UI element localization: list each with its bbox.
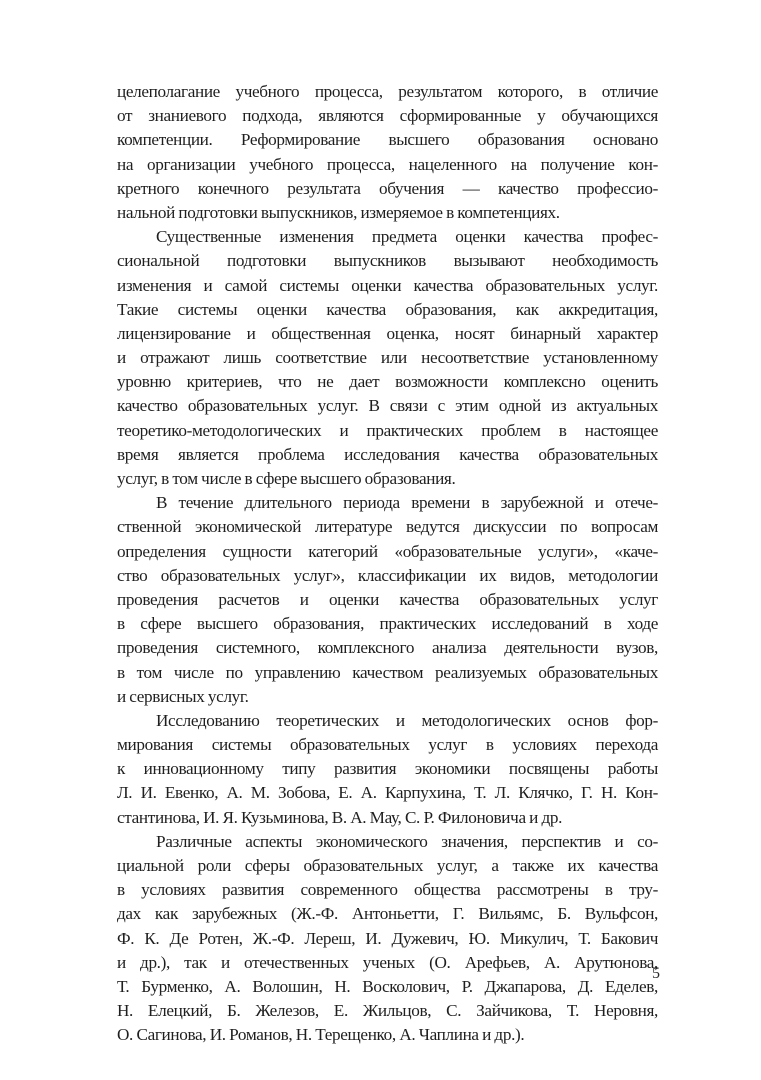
text-line: проведения расчетов и оценки качества образовательных услуг	[117, 589, 658, 609]
text-line: Ф. К. Де Ротен, Ж.-Ф. Лереш, И. Дужевич, Ю. Микулич, Т. Бакович	[117, 928, 658, 948]
text-line: ство образовательных услуг», классификации их видов, методологии	[117, 565, 658, 585]
text-line: дах как зарубежных (Ж.-Ф. Антоньетти, Г. Вильямс, Б. Вульфсон,	[117, 904, 658, 924]
text-line: стантинова, И. Я. Кузьминова, В. А. Мау, С. Р. Филоновича и др.	[117, 807, 563, 827]
text-line: качество образовательных услуг. В связи с этим одной из актуальных	[117, 396, 658, 416]
text-line: целеполагание учебного процесса, результатом которого, в отличие	[117, 82, 658, 101]
text-line: Существенные изменения предмета оценки качества профес-	[156, 227, 658, 247]
paragraph	[117, 491, 658, 709]
text-line: компетенции. Реформирование высшего образования основано	[117, 130, 658, 150]
text-line: В течение длительного периода времени в зарубежной и отече-	[156, 493, 658, 513]
text-line: теоретико-методологических и практических проблем в настоящее	[117, 420, 658, 440]
text-line: О. Сагинова, И. Романов, Н. Терещенко, А. Чаплина и др.).	[117, 1025, 525, 1045]
text-line: и сервисных услуг.	[117, 686, 249, 706]
text-line: в сфере высшего образования, практических исследований в ходе	[117, 614, 658, 634]
page-number: 5	[652, 965, 660, 982]
text-line: мирования системы образовательных услуг в условиях перехода	[117, 735, 658, 755]
text-line: к инновационному типу развития экономики посвящены работы	[117, 759, 658, 779]
text-line: Н. Елецкий, Б. Железов, Е. Жильцов, С. Зайчикова, Т. Неровня,	[117, 1001, 658, 1021]
text-line: определения сущности категорий «образовательные услуги», «каче-	[117, 541, 658, 561]
text-line: ственной экономической литературе ведутся дискуссии по вопросам	[117, 517, 658, 537]
text-line: уровню критериев, что не дает возможности комплексно оценить	[117, 372, 658, 392]
text-line: кретного конечного результата обучения — качество профессио-	[117, 178, 658, 198]
text-line: в условиях развития современного общества рассмотрены в тру-	[117, 880, 658, 900]
text-line: циальной роли сферы образовательных услуг, а также их качества	[117, 856, 658, 875]
text-line: изменения и самой системы оценки качества образовательных услуг.	[117, 275, 658, 295]
text-line: и отражают лишь соответствие или несоответствие установленному	[117, 348, 658, 368]
text-line: лицензирование и общественная оценка, носят бинарный характер	[117, 323, 658, 343]
text-line: нальной подготовки выпускников, измеряемое в компетенциях.	[117, 202, 560, 222]
text-line: проведения системного, комплексного анализа деятельности вузов,	[117, 638, 658, 658]
paragraph	[117, 225, 658, 491]
text-line: на организации учебного процесса, нацеленного на получение кон-	[117, 154, 658, 174]
paragraph	[117, 830, 658, 1048]
paragraph	[117, 80, 658, 225]
text-line: Исследованию теоретических и методологических основ фор-	[156, 710, 658, 730]
text-line: услуг, в том числе в сфере высшего образования.	[117, 469, 456, 488]
text-line: Л. И. Евенко, А. М. Зобова, Е. А. Карпухина, Т. Л. Клячко, Г. Н. Кон-	[117, 783, 658, 803]
text-line: в том числе по управлению качеством реализуемых образовательных	[117, 662, 658, 682]
text-line: от знаниевого подхода, являются сформированные у обучающихся	[117, 106, 658, 126]
body-text	[117, 80, 658, 1048]
text-line: время является проблема исследования качества образовательных	[117, 444, 658, 464]
text-line: сиональной подготовки выпускников вызывают необходимость	[117, 251, 658, 271]
text-line: и др.), так и отечественных ученых (О. Арефьев, А. Арутюнова,	[117, 952, 658, 972]
text-line: Различные аспекты экономического значения, перспектив и со-	[156, 831, 658, 851]
text-line: Т. Бурменко, А. Волошин, Н. Восколович, Р. Джапарова, Д. Еделев,	[117, 976, 658, 996]
paragraph	[117, 709, 658, 830]
text-line: Такие системы оценки качества образования, как аккредитация,	[117, 299, 658, 319]
